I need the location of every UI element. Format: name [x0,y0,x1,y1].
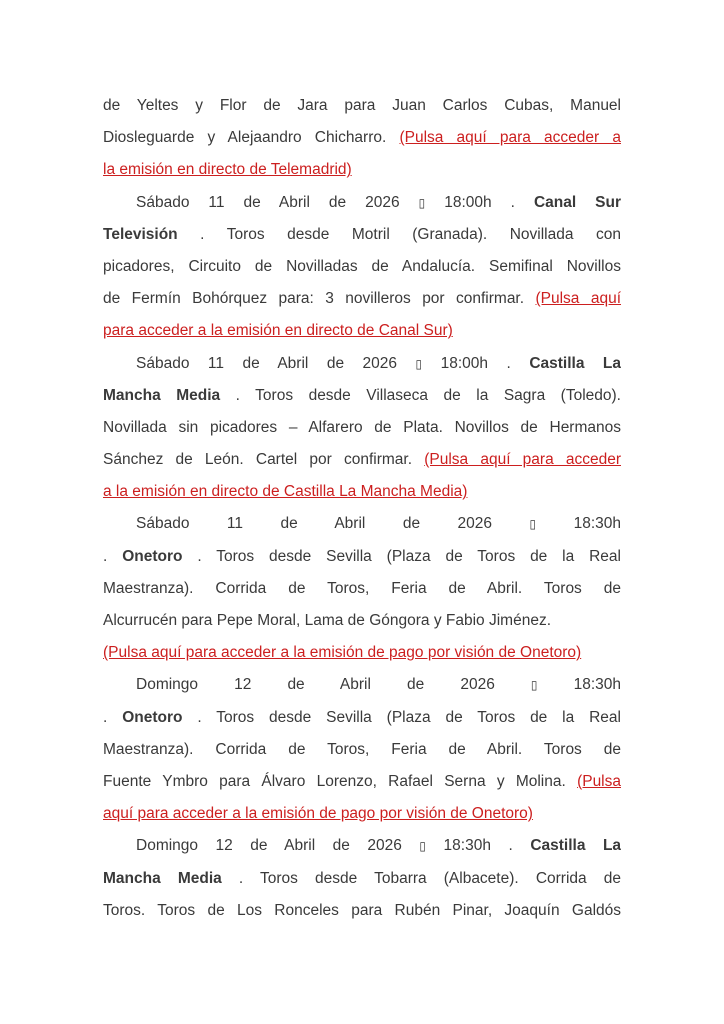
line-text: Sánchez de León. Cartel por confirmar. [103,451,413,469]
broadcast-link[interactable]: (Pulsa aquí [535,290,621,308]
broadcast-link[interactable]: (Pulsa aquí para acceder [424,451,621,469]
clock-icon: ▯ [415,356,423,371]
line-text: Toros desde Sevilla (Plaza de Toros de la Real [216,708,621,726]
line-text: Novillos de Hermanos [454,418,621,436]
text-line [103,541,621,573]
text-line [103,895,621,927]
text-line [103,766,621,798]
line-text: Sábado 11 de Abril de 2026 [136,193,400,211]
channel-name: Televisión [103,225,178,243]
line-text: Novillada sin picadores – Alfarero de Plata. [103,418,443,436]
channel-name: Castilla La [530,837,621,855]
text-line [103,122,621,154]
line-text: . [200,225,205,243]
line-text: Maestranza). [103,579,194,597]
line-text: Toros de [543,740,621,758]
text-line [103,380,621,412]
broadcast-link[interactable]: para acceder a la emisión en directo de Canal Sur) [103,322,453,340]
line-text: . [506,354,511,372]
line-text: Alcurrucén para Pepe Moral, Lama de Góngora y Fabio Jiménez. [103,612,552,629]
text-line [103,90,621,122]
line-text: picadores, Circuito de Novilladas de Andalucía. Semifinal [103,257,553,275]
line-text: de [402,515,421,533]
line-text: Toros de Los Ronceles para Rubén Pinar, Joaquín Galdós [157,901,621,919]
text-line [103,734,621,766]
channel-name: Onetoro [122,547,183,565]
text-line [103,444,621,476]
line-text: Domingo 12 de Abril de 2026 [136,837,402,855]
clock-icon: ▯ [529,517,537,532]
text-line [103,573,621,605]
line-text: 2026 [460,676,495,694]
broadcast-link[interactable]: a la emisión en directo de Castilla La Mancha Media) [103,483,468,501]
line-text: 11 [226,515,244,533]
broadcast-link[interactable]: (Pulsa aquí para acceder a [399,129,621,147]
line-text: . [197,708,202,726]
line-text: de [407,676,425,694]
text-line [103,219,621,251]
line-text: Toros desde Tobarra (Albacete). [260,869,519,887]
line-text: 18:00h [444,193,492,211]
broadcast-link[interactable]: la emisión en directo de Telemadrid) [103,161,352,179]
text-line [103,476,621,508]
line-text: 2026 [457,515,493,533]
text-line [103,798,621,830]
line-text: Sábado [136,515,190,533]
clock-icon: ▯ [530,678,538,693]
broadcast-link[interactable]: aquí para acceder a la emisión de pago por visión de Onetoro) [103,805,533,823]
line-text: Novillada con [509,225,621,243]
text-line [103,315,621,347]
line-text: . [238,869,244,887]
broadcast-link[interactable]: (Pulsa aquí para acceder a la emisión de pago por visión de Onetoro) [103,644,582,662]
broadcast-link[interactable]: (Pulsa [577,772,621,790]
line-text: 18:30h [573,515,621,533]
line-text: Toros desde Villaseca de la Sagra (Toledo). [255,386,621,404]
line-text: Diosleguarde y Alejaandro Chicharro. [103,129,387,147]
channel-name: Mancha Media [103,386,221,404]
line-text: Corrida de [535,869,621,887]
channel-name: Castilla La [529,354,621,372]
line-text: . [508,837,513,855]
text-line [103,702,621,734]
text-line [103,187,621,219]
text-line [103,283,621,315]
line-text: Novillos [566,257,621,275]
text-line [103,508,621,540]
text-line [103,669,621,701]
line-text: Toros de [543,579,621,597]
line-text: . [510,193,515,211]
line-text: . [103,708,108,726]
line-text: 18:00h [440,354,489,372]
line-text: Sábado 11 de Abril de 2026 [136,354,398,372]
line-text: . [197,547,202,565]
text-line [103,412,621,444]
clock-icon: ▯ [419,839,427,854]
text-line [103,830,621,862]
line-text: Toros desde Sevilla (Plaza de Toros de la Real [216,547,621,565]
line-text: Corrida de Toros, Feria de Abril. [215,740,523,758]
line-text: . [235,386,240,404]
line-text: Toros desde Motril (Granada). [226,225,488,243]
text-line [103,154,621,186]
line-text: 18:30h [573,676,621,694]
line-text: Domingo [136,676,199,694]
line-text: . [103,547,108,565]
document-page [103,90,621,927]
line-text: Fuente Ymbro para Álvaro Lorenzo, Rafael Serna y Molina. [103,772,566,790]
text-line [103,251,621,283]
line-text: Maestranza). [103,740,194,758]
line-text: de [287,676,305,694]
text-line [103,637,621,669]
line-text: Abril [334,515,366,533]
line-text: de Fermín Bohórquez para: 3 novilleros por confirmar. [103,290,525,308]
line-text: 12 [234,676,252,694]
text-line [103,605,621,637]
channel-name: Mancha Media [103,869,222,887]
text-line [103,863,621,895]
line-text: 18:30h [443,837,491,855]
clock-icon: ▯ [418,195,426,210]
channel-name: Onetoro [122,708,183,726]
channel-name: Canal Sur [533,193,621,211]
line-text: Toros. [103,901,146,919]
line-text: de Yeltes y Flor de Jara para Juan Carlos Cubas, Manuel [103,97,621,114]
line-text: de [280,515,298,533]
line-text: Abril [339,676,371,694]
line-text: Corrida de Toros, Feria de Abril. [215,579,523,597]
text-line [103,348,621,380]
